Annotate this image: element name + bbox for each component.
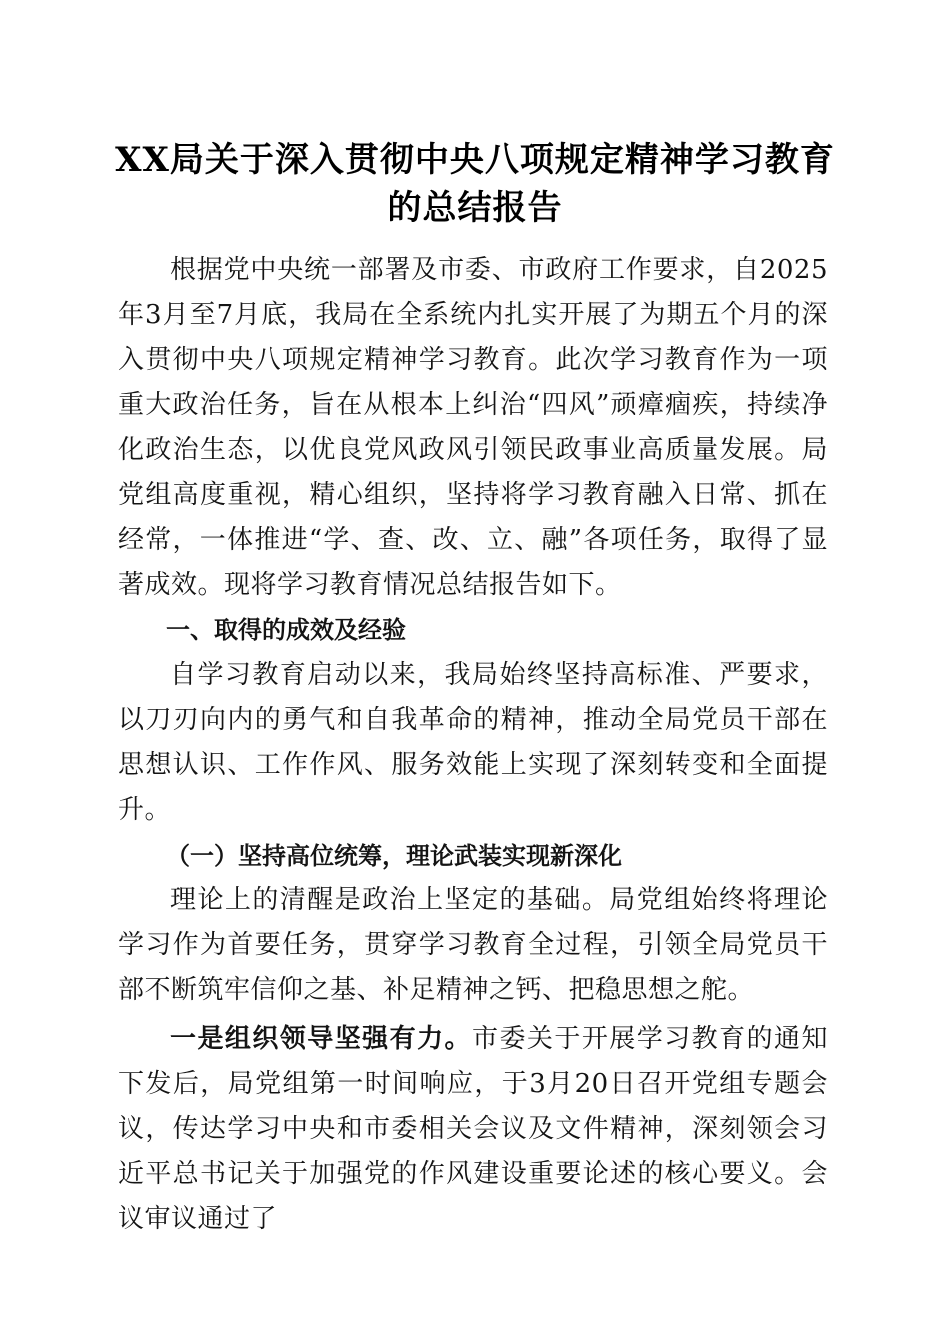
point-text: 市委关于开展学习教育的通知下发后，局党组第一时间响应，于3月20日召开党组专题会议，传达学习中央和市委相关会议及文件精神，深刻领会习近平总书记关于加强党的作风建设重要论述的核心要义。会议审议通过了 <box>118 1024 828 1234</box>
section-heading: 一、取得的成效及经验 <box>166 616 406 644</box>
subsection-heading: （一）坚持高位统筹，理论武装实现新深化 <box>166 841 622 870</box>
point-paragraph <box>118 1017 828 1242</box>
intro-paragraph: 根据党中央统一部署及市委、市政府工作要求，自2025年3月至7月底，我局在全系统内扎实开展了为期五个月的深入贯彻中央八项规定精神学习教育。此次学习教育作为一项重大政治任务，旨在从根本上纠治“四风”顽瘴痼疾，持续净化政治生态，以优良党风政风引领民政事业高质量发展。局党组高度重视，精心组织，坚持将学习教育融入日常、抓在经常，一体推进“学、查、改、立、融”各项任务，取得了显著成效。现将学习教育情况总结报告如下。 <box>118 255 828 600</box>
document-body <box>118 248 828 1242</box>
subsection-paragraph: 理论上的清醒是政治上坚定的基础。局党组始终将理论学习作为首要任务，贯穿学习教育全过程，引领全局党员干部不断筑牢信仰之基、补足精神之钙、把稳思想之舵。 <box>118 885 828 1005</box>
point-lead: 一是组织领导坚强有力。 <box>170 1024 473 1054</box>
document-title: XX局关于深入贯彻中央八项规定精神学习教育的总结报告 <box>115 140 835 228</box>
section-intro-paragraph: 自学习教育启动以来，我局始终坚持高标准、严要求，以刀刃向内的勇气和自我革命的精神，推动全局党员干部在思想认识、工作作风、服务效能上实现了深刻转变和全面提升。 <box>118 660 828 825</box>
